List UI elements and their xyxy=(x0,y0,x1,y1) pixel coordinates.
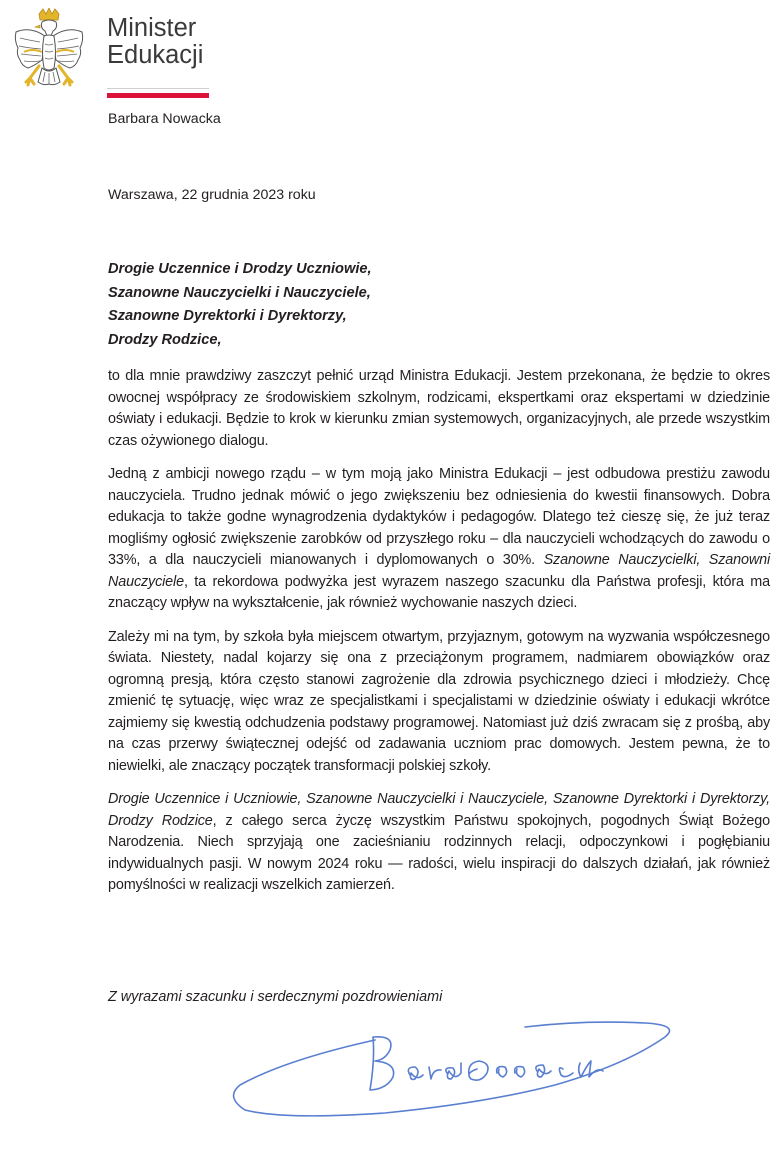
paragraph-4 xyxy=(108,789,770,897)
letter-date: Warszawa, 22 grudnia 2023 roku xyxy=(108,187,316,203)
eagle-emblem-icon xyxy=(12,8,86,100)
flag-bar xyxy=(107,88,209,98)
greeting-line: Drogie Uczennice i Drodzy Uczniowie, xyxy=(108,261,372,277)
minister-name: Barbara Nowacka xyxy=(108,111,221,127)
paragraph-2-text-a: Jedną z ambicji nowego rządu – w tym moją jako Ministra Edukacji – jest odbudowa prestiżu zawodu nauczyciela. Trudno jednak mówić o jego zwiększeniu bez odniesienia do kwestii finansowych. Dobra edukacja to także godne wynagrodzenia dydaktyków i pedagogów. Dlatego też cieszę się, że już teraz mogliśmy ogłosić zwiększenie zarobków od przyszłego roku – dla nauczycieli wchodzących do zawodu o 33%, a dla nauczycieli mianowanych i dyplomowanych o 30%. xyxy=(108,466,770,568)
greeting-line: Drodzy Rodzice, xyxy=(108,331,222,348)
flag-red-stripe xyxy=(107,93,209,98)
letter-body xyxy=(108,366,770,897)
greeting-line: Szanowne Nauczycielki i Nauczyciele, xyxy=(108,284,371,301)
paragraph-3: Zależy mi na tym, by szkoła była miejscem otwartym, przyjaznym, gotowym na wyzwania współczesnego świata. Niestety, nadal kojarzy się ona z przeciążonym programem, nadmiarem obowiązków oraz ogromną presją, która często stanowi zagrożenie dla zdrowia psychicznego dzieci i młodzieży. Chcę zmienić tę sytuację, więc wraz ze specjalistkami i specjalistami w dziedzinie oświaty i edukacji wkrótce zajmiemy się kwestią odchudzenia podstawy programowej. Natomiast już dziś zwracam się z prośbą, aby na czas przerwy świątecznej odejść od zadawania uczniom prac domowych. Jestem pewna, że to niewielki, ale znaczący początek transformacji polskiej szkoły. xyxy=(108,628,770,774)
paragraph-4-emphasis: Drogie Uczennice i Uczniowie, Szanowne Nauczycielki i Nauczyciele, Szanowne Dyrektorki i Dyrektorzy, Drodzy Rodzice xyxy=(108,791,770,829)
letter-greeting xyxy=(108,258,372,352)
ministry-title xyxy=(107,15,203,69)
signature-icon xyxy=(225,1015,675,1125)
ministry-title-line2: Edukacji xyxy=(107,41,204,69)
paragraph-1: to dla mnie prawdziwy zaszczyt pełnić urząd Ministra Edukacji. Jestem przekonana, że będzie to okres owocnej współpracy ze środowiskiem szkolnym, rodzicami, ekspertkami oraz ekspertami w dziedzinie oświaty i edukacji. Będzie to krok w kierunku zmian systemowych, organizacyjnych, ale przede wszystkim czas ożywionego dialogu. xyxy=(108,368,770,449)
paragraph-4-text: , z całego serca życzę wszystkim Państwu spokojnych, pogodnych Świąt Bożego Narodzenia. Niech sprzyjają one zacieśnianiu rodzinnych relacji, odpoczynkowi i pogłębianiu indywidualnych pasji. W nowym 2024 roku — radości, wielu inspiracji do dalszych działań, jak również pomyślności w realizacji wszelkich zamierzeń. xyxy=(108,812,770,893)
paragraph-2 xyxy=(108,464,770,615)
ministry-title-line1: Minister xyxy=(107,14,197,42)
greeting-line: Szanowne Dyrektorki i Dyrektorzy, xyxy=(108,308,347,324)
paragraph-2-emphasis: Szanowne Nauczycielki, Szanowni Nauczyciele xyxy=(108,552,771,590)
letter-closing: Z wyrazami szacunku i serdecznymi pozdrowieniami xyxy=(108,989,443,1005)
paragraph-2-text-b: , ta rekordowa podwyżka jest wyrazem naszego szacunku dla Państwa profesji, która ma znaczący wpływ na wykształcenie, jak również wychowanie naszych dzieci. xyxy=(108,573,770,611)
